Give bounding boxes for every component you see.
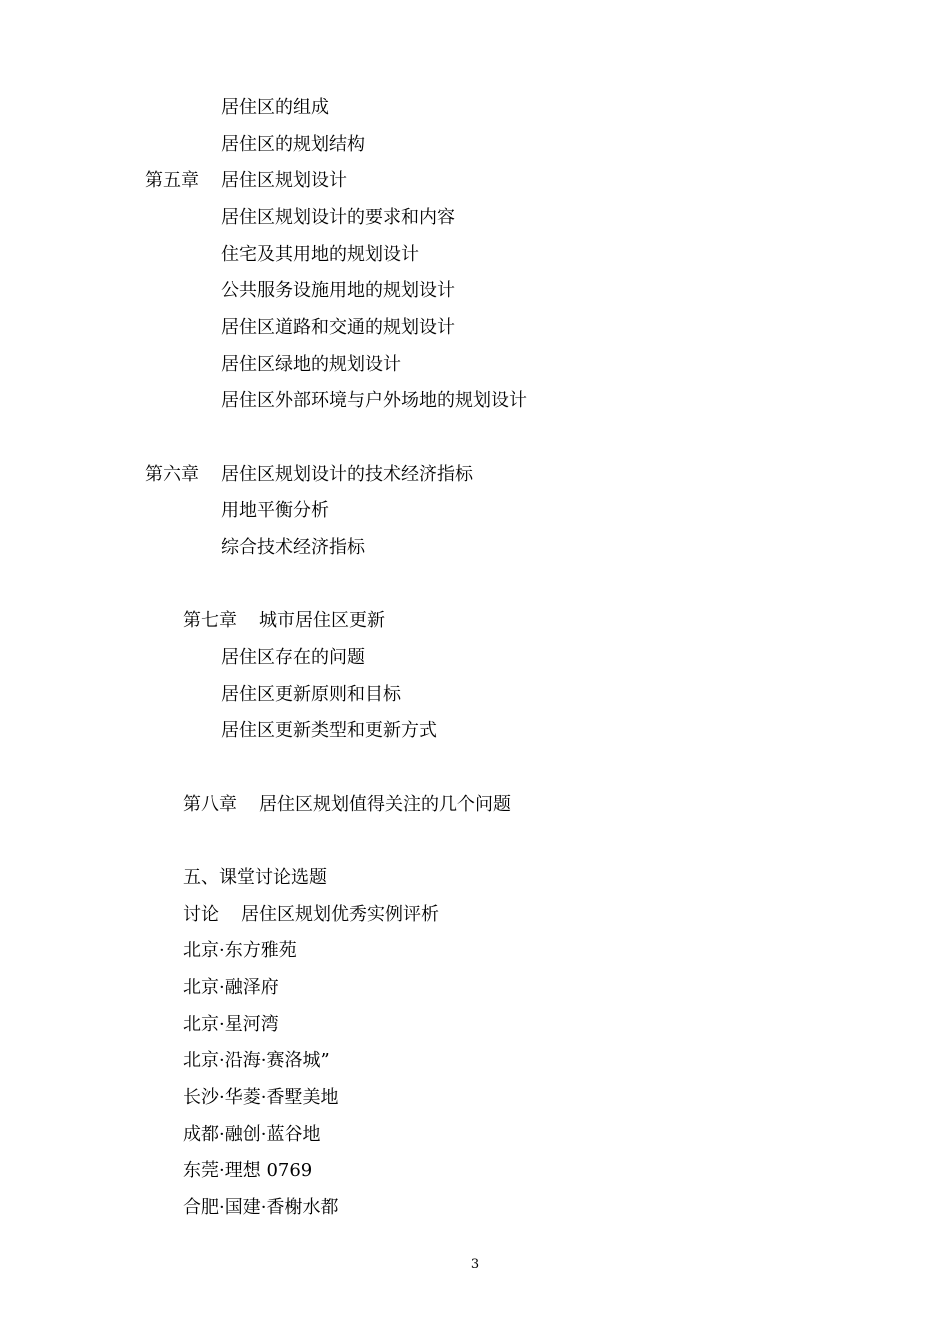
chapter-label: 第七章: [183, 610, 237, 631]
toc-item: 居住区更新原则和目标: [221, 684, 401, 705]
toc-item: 居住区道路和交通的规划设计: [221, 317, 455, 338]
example-item: 合肥·国建·香榭水都: [183, 1197, 339, 1218]
chapter-label: 第六章: [145, 464, 199, 485]
discussion-label: 讨论: [183, 904, 219, 925]
chapter-title: 城市居住区更新: [259, 610, 385, 631]
chapter-title: 居住区规划设计: [221, 170, 347, 191]
chapter-heading-6: [145, 464, 473, 486]
toc-item: 居住区存在的问题: [221, 647, 365, 668]
section-heading: 五、课堂讨论选题: [183, 867, 327, 888]
discussion-topic: [183, 904, 439, 926]
toc-item: 居住区更新类型和更新方式: [221, 720, 437, 741]
discussion-title: 居住区规划优秀实例评析: [241, 904, 439, 925]
example-item: 东莞·理想 0769: [183, 1160, 313, 1181]
toc-item: 居住区的规划结构: [221, 134, 365, 155]
example-item: 北京·融泽府: [183, 977, 279, 998]
toc-item: 居住区规划设计的要求和内容: [221, 207, 455, 228]
toc-item: 居住区的组成: [221, 97, 329, 118]
example-item: 北京·东方雅苑: [183, 940, 297, 961]
chapter-label: 第八章: [183, 794, 237, 815]
example-item: 北京·星河湾: [183, 1014, 279, 1035]
chapter-label: 第五章: [145, 170, 199, 191]
chapter-heading-8: [183, 794, 511, 816]
chapter-heading-7: [183, 610, 385, 632]
toc-item: 居住区绿地的规划设计: [221, 354, 401, 375]
chapter-title: 居住区规划设计的技术经济指标: [221, 464, 473, 485]
toc-item: 综合技术经济指标: [221, 537, 365, 558]
toc-item: 住宅及其用地的规划设计: [221, 244, 419, 265]
chapter-title: 居住区规划值得关注的几个问题: [259, 794, 511, 815]
toc-item: 公共服务设施用地的规划设计: [221, 280, 455, 301]
example-item: 北京·沿海·赛洛城”: [183, 1050, 330, 1071]
example-item: 成都·融创·蓝谷地: [183, 1124, 321, 1145]
chapter-heading-5: [145, 170, 347, 192]
toc-item: 居住区外部环境与户外场地的规划设计: [221, 390, 527, 411]
page-number: 3: [470, 1257, 480, 1272]
toc-item: 用地平衡分析: [221, 500, 329, 521]
example-item: 长沙·华菱·香墅美地: [183, 1087, 339, 1108]
